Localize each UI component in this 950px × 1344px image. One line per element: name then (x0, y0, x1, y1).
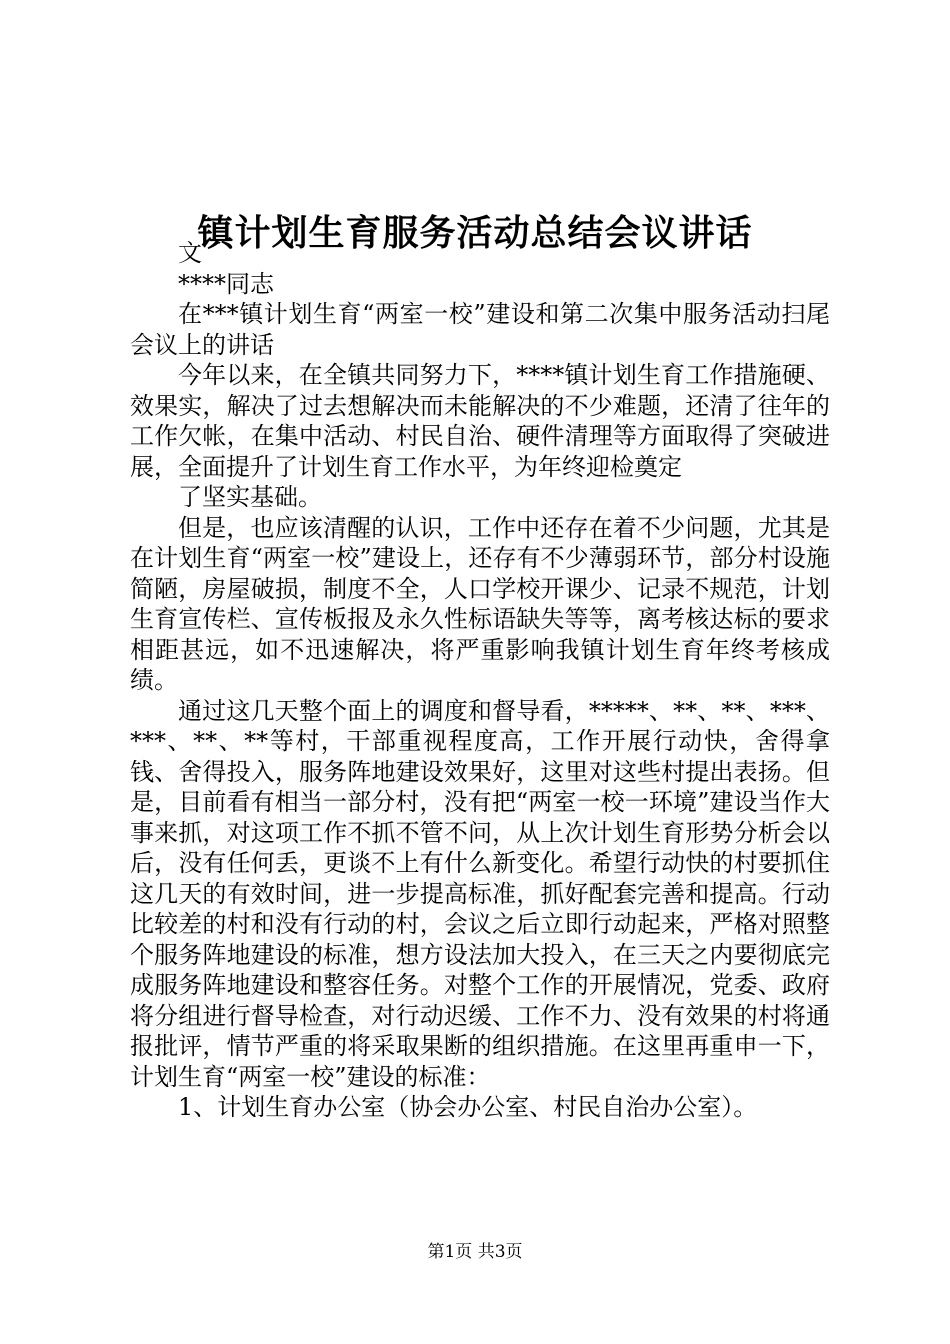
paragraph-speaker: ****同志 (178, 269, 274, 298)
paragraph-occasion: 在***镇计划生育“两室一校”建设和第二次集中服务活动扫尾会议上的讲话 (130, 300, 830, 359)
paragraph-achievements: 今年以来，在全镇共同努力下，****镇计划生育工作措施硬、效果实，解决了过去想解决而未能解决的不少难题，还清了往年的工作欠帐，在集中活动、村民自治、硬件清理等方面取得了突破进展，全面提升了计划生育工作水平，为年终迎检奠定 (130, 361, 830, 481)
page-number: 第1页 共3页 (427, 1242, 523, 1262)
paragraph-author: 文 (178, 239, 202, 267)
paragraph-standard-1: 1、计划生育办公室（协会办公室、村民自治办公室）。 (178, 1093, 758, 1121)
paragraph-foundation: 了坚实基础。 (178, 483, 322, 511)
document-body (130, 238, 830, 1123)
paragraph-inspection: 通过这几天整个面上的调度和督导看，*****、**、**、***、***、**、**等村，干部重视程度高，工作开展行动快，舍得拿钱、舍得投入，服务阵地建设效果好，这里对这些村提出表扬。但是，目前看有相当一部分村，没有把“两室一校一环境”建设当作大事来抓，对这项工作不抓不管不问，从上次计划生育形势分析会以后，没有任何丢，更谈不上有什么新变化。希望行动快的村要抓住这几天的有效时间，进一步提高标准，抓好配套完善和提高。行动比较差的村和没有行动的村，会议之后立即行动起来，严格对照整个服务阵地建设的标准，想方设法加大投入，在三天之内要彻底完成服务阵地建设和整容任务。对整个工作的开展情况，党委、政府将分组进行督导检查，对行动迟缓、工作不力、没有效果的村将通报批评，情节严重的将采取果断的组织措施。在这里再重申一下，计划生育“两室一校”建设的标准： (130, 696, 830, 1091)
page-title: 镇计划生育服务活动总结会议讲话 (197, 213, 753, 255)
paragraph-problems: 但是，也应该清醒的认识，工作中还存在着不少问题，尤其是在计划生育“两室一校”建设上，还存有不少薄弱环节，部分村设施简陋，房屋破损，制度不全，人口学校开课少、记录不规范，计划生育宣传栏、宣传板报及永久性标语缺失等等，离考核达标的要求相距甚远，如不迅速解决，将严重影响我镇计划生育年终考核成绩。 (130, 513, 830, 694)
